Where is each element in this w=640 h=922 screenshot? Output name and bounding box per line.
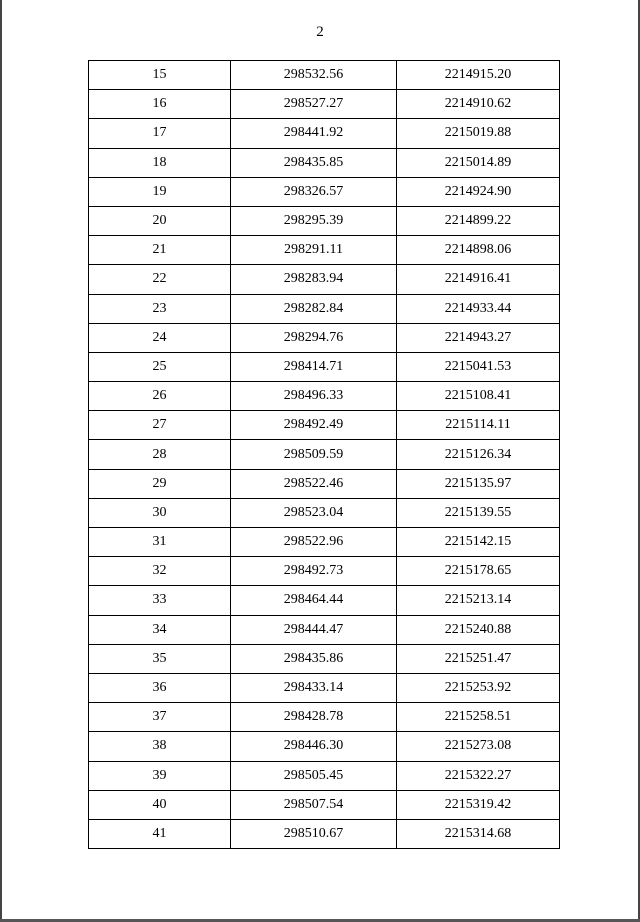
y-coordinate-cell: 2215019.88 [397,119,560,148]
page-number: 2 [316,24,324,40]
point-number-cell: 17 [89,119,231,148]
y-coordinate-cell: 2215253.92 [397,673,560,702]
coordinates-table-body [89,61,560,849]
table-row [89,352,560,381]
table-row [89,411,560,440]
page-edge-left [0,0,2,922]
x-coordinate-cell: 298441.92 [231,119,397,148]
y-coordinate-cell: 2215178.65 [397,557,560,586]
y-coordinate-cell: 2215258.51 [397,703,560,732]
y-coordinate-cell: 2215041.53 [397,352,560,381]
table-row [89,265,560,294]
point-number-cell: 22 [89,265,231,294]
table-row [89,294,560,323]
table-row [89,119,560,148]
point-number-cell: 27 [89,411,231,440]
x-coordinate-cell: 298435.85 [231,148,397,177]
point-number-cell: 15 [89,61,231,90]
x-coordinate-cell: 298414.71 [231,352,397,381]
table-row [89,61,560,90]
table-row [89,469,560,498]
y-coordinate-cell: 2214943.27 [397,323,560,352]
point-number-cell: 38 [89,732,231,761]
table-row [89,206,560,235]
point-number-cell: 36 [89,673,231,702]
point-number-cell: 30 [89,498,231,527]
point-number-cell: 20 [89,206,231,235]
table-row [89,761,560,790]
x-coordinate-cell: 298428.78 [231,703,397,732]
y-coordinate-cell: 2215014.89 [397,148,560,177]
y-coordinate-cell: 2215273.08 [397,732,560,761]
x-coordinate-cell: 298444.47 [231,615,397,644]
x-coordinate-cell: 298527.27 [231,90,397,119]
x-coordinate-cell: 298282.84 [231,294,397,323]
table-row [89,382,560,411]
point-number-cell: 29 [89,469,231,498]
point-number-cell: 24 [89,323,231,352]
table-row [89,732,560,761]
x-coordinate-cell: 298464.44 [231,586,397,615]
table-row [89,557,560,586]
table-row [89,440,560,469]
table-row [89,90,560,119]
point-number-cell: 19 [89,177,231,206]
y-coordinate-cell: 2215114.11 [397,411,560,440]
point-number-cell: 16 [89,90,231,119]
x-coordinate-cell: 298522.46 [231,469,397,498]
y-coordinate-cell: 2215142.15 [397,528,560,557]
y-coordinate-cell: 2215319.42 [397,790,560,819]
y-coordinate-cell: 2214916.41 [397,265,560,294]
x-coordinate-cell: 298295.39 [231,206,397,235]
point-number-cell: 40 [89,790,231,819]
y-coordinate-cell: 2215213.14 [397,586,560,615]
y-coordinate-cell: 2214915.20 [397,61,560,90]
x-coordinate-cell: 298291.11 [231,236,397,265]
table-row [89,148,560,177]
point-number-cell: 25 [89,352,231,381]
x-coordinate-cell: 298492.49 [231,411,397,440]
x-coordinate-cell: 298435.86 [231,644,397,673]
point-number-cell: 18 [89,148,231,177]
point-number-cell: 33 [89,586,231,615]
y-coordinate-cell: 2215240.88 [397,615,560,644]
y-coordinate-cell: 2214924.90 [397,177,560,206]
y-coordinate-cell: 2214898.06 [397,236,560,265]
table-row [89,673,560,702]
table-row [89,644,560,673]
point-number-cell: 26 [89,382,231,411]
y-coordinate-cell: 2214910.62 [397,90,560,119]
x-coordinate-cell: 298509.59 [231,440,397,469]
point-number-cell: 39 [89,761,231,790]
point-number-cell: 37 [89,703,231,732]
y-coordinate-cell: 2215251.47 [397,644,560,673]
y-coordinate-cell: 2215108.41 [397,382,560,411]
y-coordinate-cell: 2215126.34 [397,440,560,469]
table-row [89,498,560,527]
table-row [89,323,560,352]
point-number-cell: 28 [89,440,231,469]
point-number-cell: 23 [89,294,231,323]
x-coordinate-cell: 298496.33 [231,382,397,411]
table-row [89,615,560,644]
table-row [89,703,560,732]
x-coordinate-cell: 298523.04 [231,498,397,527]
x-coordinate-cell: 298433.14 [231,673,397,702]
x-coordinate-cell: 298446.30 [231,732,397,761]
table-row [89,586,560,615]
y-coordinate-cell: 2215314.68 [397,819,560,848]
table-row [89,177,560,206]
x-coordinate-cell: 298492.73 [231,557,397,586]
x-coordinate-cell: 298532.56 [231,61,397,90]
y-coordinate-cell: 2214933.44 [397,294,560,323]
x-coordinate-cell: 298507.54 [231,790,397,819]
y-coordinate-cell: 2215135.97 [397,469,560,498]
x-coordinate-cell: 298522.96 [231,528,397,557]
y-coordinate-cell: 2215139.55 [397,498,560,527]
table-row [89,819,560,848]
table-row [89,236,560,265]
point-number-cell: 31 [89,528,231,557]
x-coordinate-cell: 298505.45 [231,761,397,790]
x-coordinate-cell: 298283.94 [231,265,397,294]
x-coordinate-cell: 298510.67 [231,819,397,848]
point-number-cell: 21 [89,236,231,265]
x-coordinate-cell: 298326.57 [231,177,397,206]
point-number-cell: 35 [89,644,231,673]
y-coordinate-cell: 2215322.27 [397,761,560,790]
point-number-cell: 41 [89,819,231,848]
coordinates-table [88,60,560,849]
table-row [89,528,560,557]
y-coordinate-cell: 2214899.22 [397,206,560,235]
point-number-cell: 34 [89,615,231,644]
point-number-cell: 32 [89,557,231,586]
table-row [89,790,560,819]
x-coordinate-cell: 298294.76 [231,323,397,352]
